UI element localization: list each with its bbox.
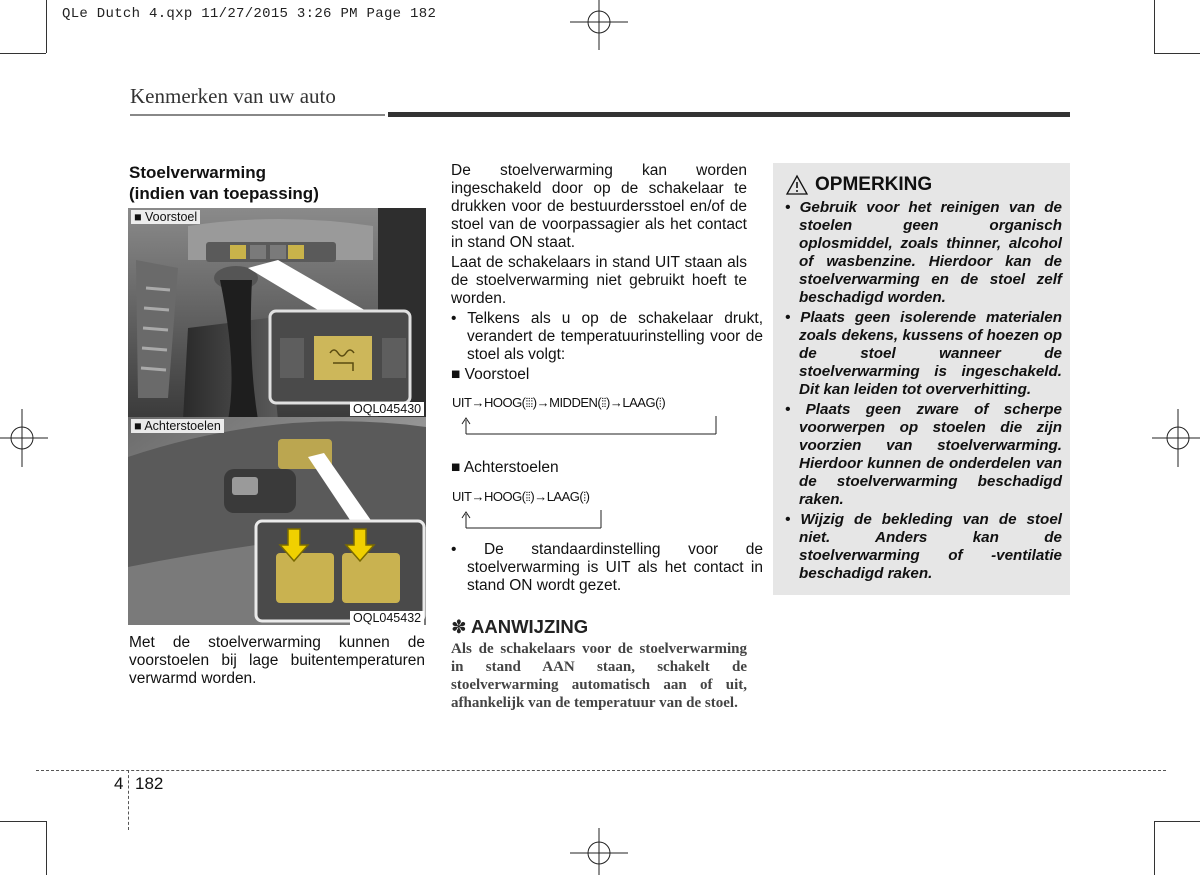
seq-text: ) — [606, 395, 610, 410]
section-title: Kenmerken van uw auto — [130, 84, 336, 108]
header-rule — [130, 114, 385, 116]
seq-text: UIT — [452, 489, 472, 504]
seq-text: HOOG( — [483, 489, 526, 504]
asterisk-icon: ✽ — [451, 616, 467, 637]
print-slug: QLe Dutch 4.qxp 11/27/2015 3:26 PM Page 182 — [62, 6, 437, 22]
note-title — [451, 616, 588, 638]
header-rule — [388, 112, 1070, 117]
crop-mark — [46, 0, 47, 53]
front-seat-illustration — [128, 208, 426, 420]
intro-paragraph: Met de stoelverwarming kunnen de voorstoelen bij lage buitentemperaturen verwarmd worden. — [129, 634, 425, 687]
warning-triangle-icon — [785, 174, 809, 196]
seat-heat-icon: ⦙⦙⦙ — [525, 395, 533, 410]
heading-line: Stoelverwarming — [129, 163, 266, 182]
seq-text: LAAG( — [622, 395, 659, 410]
registration-mark-icon — [1150, 405, 1200, 471]
figure-front-seat — [128, 208, 426, 420]
chapter-number: 4 — [114, 774, 124, 793]
return-arrow-icon — [458, 414, 720, 438]
front-seat-label: ■ Voorstoel — [451, 366, 530, 383]
crop-mark — [1154, 821, 1155, 875]
note-title-text: AANWIJZING — [470, 616, 589, 637]
warning-header — [785, 174, 932, 196]
warning-box — [773, 163, 1070, 595]
paragraph: Laat de schakelaars in stand UIT staan als de stoelverwarming niet gebruikt hoeft te worden. — [451, 254, 747, 307]
footer-divider — [128, 770, 129, 830]
right-arrow-icon: → — [609, 395, 623, 410]
warning-list — [785, 199, 1062, 583]
heading — [129, 162, 429, 204]
paragraph: De stoelverwarming kan worden ingeschakeld door op de schakelaar te drukken voor de bestuurdersstoel en/of de stoel van de voorpassagier als het contact in stand ON staat. — [451, 162, 747, 251]
figure-code: OQL045432 — [350, 611, 424, 625]
crop-mark — [1154, 0, 1155, 53]
seq-text: ) — [532, 395, 537, 410]
seq-text: HOOG( — [483, 395, 526, 410]
seat-heat-icon: ⦙⦙ — [601, 395, 607, 410]
return-arrow-icon — [458, 508, 606, 532]
rear-seat-illustration — [128, 417, 426, 625]
crop-mark — [0, 53, 46, 54]
front-sequence — [452, 395, 665, 411]
right-arrow-icon: → — [471, 395, 484, 410]
registration-mark-icon — [566, 0, 632, 52]
figure-rear-seats — [128, 417, 426, 625]
crop-mark — [46, 821, 47, 875]
seq-text: ) — [661, 395, 666, 410]
seat-heat-icon: ⦙ — [583, 489, 586, 504]
crop-mark — [1154, 53, 1200, 54]
warning-item: • Wijzig de bekleding van de stoel niet. Anders kan de stoelverwarming of -ventilatie beschadigd raken. — [785, 511, 1062, 582]
page-number: 182 — [135, 774, 164, 793]
rear-sequence — [452, 489, 589, 505]
figure-code: OQL045430 — [350, 402, 424, 416]
seq-text: ) — [585, 489, 590, 504]
right-arrow-icon: → — [534, 489, 547, 504]
note-body: Als de schakelaars voor de stoelverwarming in stand AAN staan, schakelt de stoelverwarming automatisch aan of uit, afhankelijk van de temperatuur van de stoel. — [451, 641, 747, 711]
warning-item: • Plaats geen isolerende materialen zoals dekens, kussens of hoezen op de stoel wanneer de stoelverwarming is ingeschakeld. Dit kan leiden tot oververhitting. — [785, 309, 1062, 398]
registration-mark-icon — [0, 405, 50, 471]
seq-text: MIDDEN( — [549, 395, 602, 410]
seq-text: UIT — [452, 395, 472, 410]
registration-mark-icon — [566, 826, 632, 875]
crop-mark — [0, 821, 46, 822]
crop-mark — [1154, 821, 1200, 822]
seat-heat-icon: ⦙⦙ — [525, 489, 531, 504]
right-arrow-icon: → — [536, 395, 550, 410]
figure-label: ■ Achterstoelen — [131, 419, 224, 433]
seq-text: ) — [530, 489, 535, 504]
warning-item: • Gebruik voor het reinigen van de stoelen geen organisch oplosmiddel, zoals thinner, alcohol of wasbenzine. Hierdoor kan de stoelverwarming en de stoel zelf beschadigd worden. — [785, 199, 1062, 306]
warning-title: OPMERKING — [815, 174, 933, 195]
seq-text: LAAG( — [546, 489, 584, 504]
right-arrow-icon: → — [471, 489, 484, 504]
figure-label: ■ Voorstoel — [131, 210, 200, 224]
seat-heat-icon: ⦙ — [658, 395, 662, 410]
heading-line: (indien van toepassing) — [129, 184, 319, 203]
bullet-item: • Telkens als u op de schakelaar drukt, verandert de temperatuurinstelling voor de stoel als volgt: — [451, 310, 763, 363]
rear-seat-label: ■ Achterstoelen — [451, 459, 559, 476]
bullet-item: • De standaardinstelling voor de stoelverwarming is UIT als het contact in stand ON wordt gezet. — [451, 541, 763, 594]
warning-item: • Plaats geen zware of scherpe voorwerpen op stoelen die zijn voorzien van stoelverwarming. Hierdoor kunnen de onderdelen van de stoelverwarming beschadigd raken. — [785, 401, 1062, 508]
footer-rule — [36, 770, 1166, 771]
